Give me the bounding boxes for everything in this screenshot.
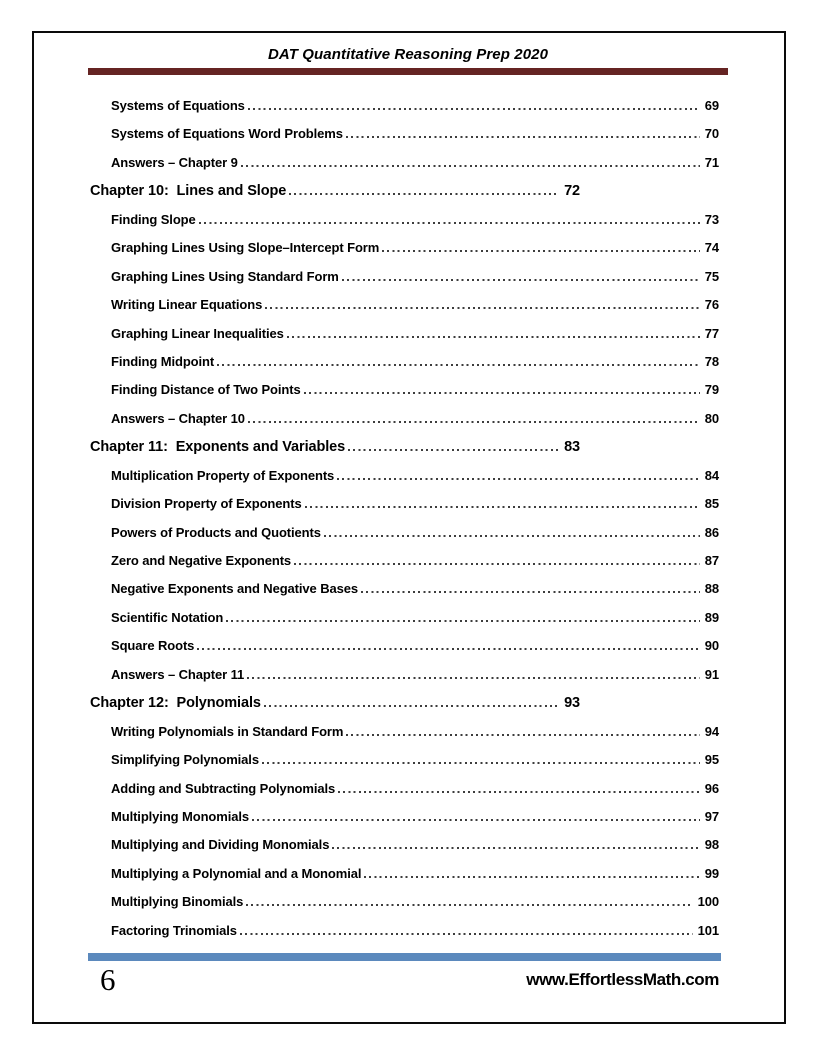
- dot-leader: [240, 933, 693, 935]
- toc-entry-page: 72: [564, 183, 580, 200]
- footer-rule: [88, 953, 721, 961]
- toc-entry-label: Writing Linear Equations: [111, 297, 263, 313]
- toc-entry-page: 80: [704, 410, 719, 426]
- toc-entry-label: Finding Midpoint: [111, 353, 215, 369]
- toc-entry: [90, 234, 719, 262]
- toc-entry: [90, 718, 719, 746]
- dot-leader: [199, 222, 700, 224]
- toc-entry-page: 100: [697, 894, 719, 910]
- toc-entry: [90, 405, 719, 433]
- toc-entry-label: Finding Slope: [111, 211, 196, 227]
- toc-entry-label: Square Roots: [111, 638, 195, 654]
- toc-entry-page: 87: [704, 553, 719, 568]
- dot-leader: [252, 819, 700, 821]
- toc-entry: [90, 120, 719, 148]
- toc-entry: [90, 376, 719, 404]
- dot-leader: [265, 307, 700, 309]
- page-number: 6: [100, 962, 116, 997]
- dot-leader: [248, 421, 700, 423]
- toc-entry-label: Chapter 12: Polynomials: [90, 695, 261, 712]
- toc-entry-page: 83: [564, 439, 580, 456]
- toc-entry: [90, 775, 719, 803]
- toc-entry-page: 77: [704, 325, 719, 341]
- toc-entry-page: 94: [704, 723, 719, 739]
- dot-leader: [348, 449, 559, 451]
- dot-leader: [346, 734, 699, 736]
- toc-entry-label: Negative Exponents and Negative Bases: [111, 581, 359, 597]
- toc-entry-page: 74: [704, 240, 719, 256]
- toc-entry-label: Finding Distance of Two Points: [111, 382, 301, 398]
- dot-leader: [262, 762, 700, 764]
- toc-entry: [90, 803, 719, 831]
- toc-entry-page: 98: [704, 837, 719, 853]
- toc-entry-label: Graphing Lines Using Slope–Intercept Form: [111, 240, 380, 256]
- toc-entry: [90, 831, 719, 859]
- toc-entry-label: Multiplying a Polynomial and a Monomial: [111, 865, 362, 881]
- dot-leader: [332, 847, 699, 849]
- toc-entry-label: Scientific Notation: [111, 609, 224, 625]
- toc-entry: [90, 433, 719, 461]
- toc-entry-label: Multiplication Property of Exponents: [111, 467, 335, 483]
- toc-entry: [90, 320, 719, 348]
- toc-entry: [90, 661, 719, 689]
- dot-leader: [287, 336, 700, 338]
- toc-entry-page: 76: [704, 297, 719, 313]
- dot-leader: [305, 506, 700, 508]
- toc-entry-label: Graphing Linear Inequalities: [111, 325, 284, 341]
- toc-entry-page: 91: [704, 666, 719, 682]
- toc-entry-label: Zero and Negative Exponents: [111, 553, 292, 568]
- toc-entry-page: 70: [704, 126, 719, 142]
- dot-leader: [264, 705, 559, 707]
- header-rule: [88, 68, 728, 75]
- toc-list: [90, 92, 719, 945]
- dot-leader: [226, 620, 700, 622]
- toc-entry: [90, 689, 719, 717]
- toc-entry: [90, 206, 719, 234]
- toc-entry-page: 79: [704, 382, 719, 398]
- toc-entry: [90, 604, 719, 632]
- toc-entry: [90, 348, 719, 376]
- toc-entry: [90, 917, 719, 945]
- toc-entry: [90, 490, 719, 518]
- dot-leader: [217, 364, 700, 366]
- toc-entry: [90, 547, 719, 575]
- toc-entry-label: Powers of Products and Quotients: [111, 524, 321, 540]
- dot-leader: [248, 108, 700, 110]
- toc-entry-page: 78: [704, 353, 719, 369]
- dot-leader: [337, 478, 700, 480]
- toc-entry-label: Adding and Subtracting Polynomials: [111, 780, 336, 796]
- toc-entry-label: Division Property of Exponents: [111, 496, 302, 512]
- toc-entry: [90, 888, 719, 916]
- dot-leader: [342, 279, 700, 281]
- toc-entry-label: Factoring Trinomials: [111, 922, 237, 938]
- toc-entry: [90, 263, 719, 291]
- toc-entry: [90, 860, 719, 888]
- toc-entry: [90, 177, 719, 205]
- toc-entry-label: Multiplying and Dividing Monomials: [111, 837, 330, 853]
- toc-entry-page: 86: [704, 524, 719, 540]
- toc-entry-page: 95: [704, 752, 719, 768]
- dot-leader: [241, 165, 700, 167]
- toc-entry-page: 69: [704, 98, 719, 113]
- toc-entry: [90, 149, 719, 177]
- book-title: DAT Quantitative Reasoning Prep 2020: [267, 46, 549, 63]
- tail-spacer: [580, 194, 719, 195]
- dot-leader: [346, 136, 700, 138]
- toc-entry-page: 97: [704, 808, 719, 824]
- toc-entry-label: Multiplying Monomials: [111, 808, 250, 824]
- toc-entry-page: 99: [704, 865, 719, 881]
- dot-leader: [304, 392, 700, 394]
- toc-entry-page: 75: [704, 268, 719, 284]
- dot-leader: [361, 591, 700, 593]
- dot-leader: [247, 677, 700, 679]
- toc-entry-page: 96: [704, 780, 719, 796]
- toc-entry: [90, 92, 719, 120]
- tail-spacer: [580, 706, 719, 707]
- dot-leader: [289, 193, 559, 195]
- toc-entry: [90, 746, 719, 774]
- toc-entry: [90, 519, 719, 547]
- website-url: www.EffortlessMath.com: [526, 970, 719, 989]
- dot-leader: [294, 563, 700, 565]
- toc-entry-label: Multiplying Binomials: [111, 894, 244, 910]
- dot-leader: [324, 535, 700, 537]
- toc-entry: [90, 575, 719, 603]
- toc-entry-label: Systems of Equations: [111, 98, 245, 113]
- toc-entry-label: Graphing Lines Using Standard Form: [111, 268, 339, 284]
- toc-entry: [90, 462, 719, 490]
- toc-entry-page: 71: [704, 154, 719, 170]
- toc-entry: [90, 632, 719, 660]
- toc-entry-label: Answers – Chapter 10: [111, 410, 245, 426]
- dot-leader: [338, 791, 700, 793]
- toc-entry-page: 101: [697, 922, 719, 938]
- dot-leader: [364, 876, 699, 878]
- toc-entry-page: 88: [704, 581, 719, 597]
- toc-entry-page: 85: [704, 496, 719, 512]
- tail-spacer: [580, 450, 719, 451]
- dot-leader: [246, 904, 692, 906]
- toc-entry-label: Simplifying Polynomials: [111, 752, 259, 768]
- toc-entry-page: 84: [704, 467, 719, 483]
- dot-leader: [197, 648, 699, 650]
- toc-entry-label: Systems of Equations Word Problems: [111, 126, 343, 142]
- toc-entry-label: Answers – Chapter 9: [111, 154, 238, 170]
- toc-entry-page: 90: [704, 638, 719, 654]
- toc-entry-label: Writing Polynomials in Standard Form: [111, 723, 344, 739]
- toc-entry: [90, 291, 719, 319]
- toc-entry-label: Chapter 10: Lines and Slope: [90, 183, 287, 200]
- toc-entry-label: Answers – Chapter 11: [111, 666, 245, 682]
- toc-entry-page: 73: [704, 211, 719, 227]
- toc-entry-page: 93: [564, 695, 580, 712]
- toc-entry-label: Chapter 11: Exponents and Variables: [90, 439, 346, 456]
- toc-entry-page: 89: [704, 609, 719, 625]
- dot-leader: [382, 250, 700, 252]
